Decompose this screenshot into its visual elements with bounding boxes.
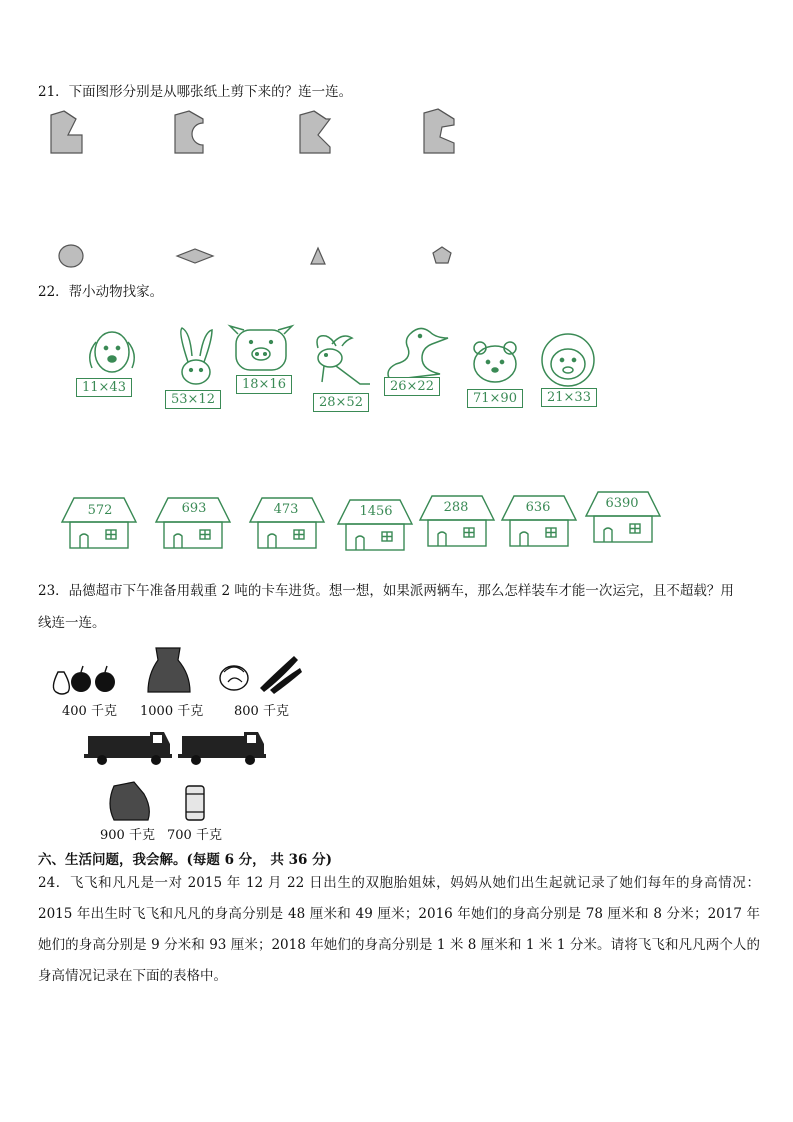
house-number[interactable]: 572: [87, 503, 113, 518]
weight-label-vegetables: 800 千克: [234, 704, 289, 719]
barrel-icon[interactable]: [186, 786, 204, 820]
bag-icon[interactable]: [110, 782, 149, 820]
animal-card-monkey[interactable]: 21×33: [541, 388, 597, 407]
q21-papers: [40, 105, 480, 165]
section-6-title: 六、生活问题，我会解。(每题 6 分， 共 36 分): [38, 852, 332, 868]
rabbit-icon: [181, 328, 212, 384]
goat-icon: [317, 336, 370, 384]
house-number[interactable]: 1456: [359, 504, 393, 519]
pentagon-shape-icon[interactable]: [433, 247, 451, 263]
q21-text: 21．下面图形分别是从哪张纸上剪下来的？连一连。: [38, 84, 353, 100]
trucks-goods-illustration: [44, 644, 314, 824]
house-number[interactable]: 288: [443, 500, 469, 515]
weight-label-barrel: 700 千克: [167, 828, 222, 843]
animal-card-rabbit[interactable]: 53×12: [165, 390, 221, 409]
q23-text-line1: 23．品德超市下午准备用载重 2 吨的卡车进货。想一想，如果派两辆车，那么怎样装车才能一次运完，且不超载？用: [38, 583, 734, 599]
rhombus-shape-icon[interactable]: [177, 249, 213, 263]
animal-card-pig[interactable]: 18×16: [236, 375, 292, 394]
animal-card-duck[interactable]: 26×22: [384, 377, 440, 396]
fruit-icon[interactable]: [53, 666, 115, 694]
circle-shape-icon[interactable]: [59, 245, 83, 267]
weight-label-fruit: 400 千克: [62, 704, 117, 719]
duck-icon: [388, 328, 448, 380]
truck-icon[interactable]: [84, 732, 172, 765]
sack-icon[interactable]: [148, 648, 190, 692]
pig-icon: [230, 326, 292, 370]
paper-3-icon[interactable]: [300, 111, 330, 153]
truck-icon[interactable]: [178, 732, 266, 765]
weight-label-bag: 900 千克: [100, 828, 155, 843]
monkey-icon: [542, 334, 594, 386]
house-number[interactable]: 636: [525, 500, 551, 515]
paper-1-icon[interactable]: [51, 111, 82, 153]
weight-label-sack: 1000 千克: [140, 704, 204, 719]
paper-4-icon[interactable]: [424, 109, 454, 153]
house-number[interactable]: 693: [181, 501, 207, 516]
house-number[interactable]: 6390: [605, 496, 639, 511]
q24-text: 24．飞飞和凡凡是一对 2015 年 12 月 22 日出生的双胞胎姐妹，妈妈从她们出生起就记录了她们每年的身高情况：2015 年出生时飞飞和凡凡的身高分别是 48 厘米和 49 厘米；2016 年她们的身高分别是 78 厘米和 8 分米；2017 年她们的身高分别是 9 分米和 93 厘米；2018 年她们的身高分别是 1 米 8 厘米和 1 米 1 分米。请将飞飞和凡凡两个人的身高情况记录在下面的表格中。: [38, 875, 760, 984]
q23-text-line2: 线连一连。: [38, 615, 106, 631]
houses-illustration: [60, 488, 670, 554]
animal-card-dog[interactable]: 11×43: [76, 378, 132, 397]
q21-shapes: [40, 240, 480, 272]
animal-card-goat[interactable]: 28×52: [313, 393, 369, 412]
animal-card-bear[interactable]: 71×90: [467, 389, 523, 408]
bear-icon: [474, 342, 516, 382]
triangle-shape-icon[interactable]: [311, 248, 325, 264]
vegetables-icon[interactable]: [220, 656, 302, 694]
q22-text: 22．帮小动物找家。: [38, 284, 164, 300]
house-number[interactable]: 473: [273, 502, 299, 517]
paper-2-icon[interactable]: [175, 111, 203, 153]
dog-icon: [90, 332, 135, 372]
